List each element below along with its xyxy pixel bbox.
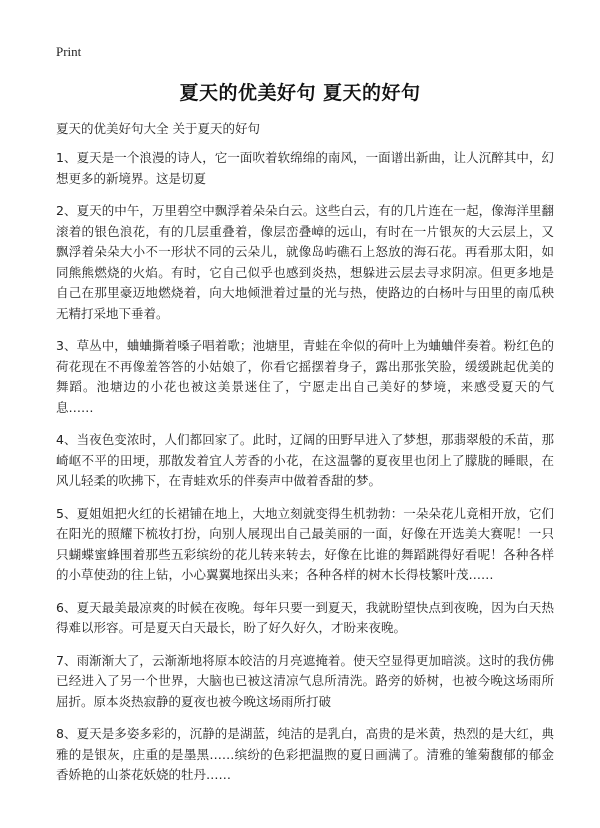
paragraph-1: 1、夏天是一个浪漫的诗人，它一面吹着软绵绵的南风，一面谱出新曲，让人沉醉其中，幻想更多的新境界。这是切夏	[56, 150, 554, 186]
paragraph-7: 7、雨渐渐大了，云渐渐地将原本皎洁的月亮遮掩着。使天空显得更加暗淡。这时的我仿佛已经进入了另一个世界，大脑也已被这清凉气息所清洗。路旁的娇树，也被今晚这场雨所屈折。原本炎热寂静的夏夜也被今晚这场雨所打破	[56, 652, 554, 709]
paragraph-4: 4、当夜色变浓时，人们都回家了。此时，辽阔的田野早进入了梦想，那翡翠般的禾苗，那崎岖不平的田埂，那散发着宜人芳香的小花，在这温馨的夏夜里也闭上了朦胧的睡眼，在风儿轻柔的吹拂下，在青蛙欢乐的伴奏声中做着香甜的梦。	[56, 432, 554, 488]
paragraph-5: 5、夏姐姐把火红的长裙铺在地上，大地立刻就变得生机勃勃：一朵朵花儿竟相开放，它们在阳光的照耀下梳妆打扮，向别人展现出自己最美丽的一面，好像在开选美大赛呢！一只只蝴蝶蜜蜂围着那些五彩缤纷的花儿转来转去，好像在比谁的舞蹈跳得好看呢！各种各样的小草使劲的往上钻，小心翼翼地探出头来；各种各样的树木长得枝繁叶茂……	[56, 505, 554, 582]
paragraph-6: 6、夏天最美最凉爽的时候在夜晚。每年只要一到夏天，我就盼望快点到夜晚，因为白天热得难以形容。可是夏天白天最长，盼了好久好久，才盼来夜晚。	[56, 599, 554, 635]
subtitle: 夏天的优美好句大全 关于夏天的好句	[56, 121, 260, 136]
print-link[interactable]: Print	[56, 44, 82, 59]
article-body	[56, 148, 554, 798]
paragraph-3: 3、草丛中，蛐蛐撕着嗓子唱着歌；池塘里，青蛙在伞似的荷叶上为蛐蛐伴奏着。粉红色的荷花现在不再像羞答答的小姑娘了，你看它摇摆着身子，露出那张笑脸，缓缓跳起优美的舞蹈。池塘边的小花也被这美景迷住了，宁愿走出自己美好的梦境，来感受夏天的气息……	[56, 338, 554, 415]
paragraph-8: 8、夏天是多姿多彩的，沉静的是湖蓝，纯洁的是乳白，高贵的是米黄，热烈的是大红，典雅的是银灰，庄重的是墨黑……缤纷的色彩把温煦的夏日画满了。清雅的雏菊馥郁的郁金香娇艳的山茶花妖娆的牡丹……	[56, 726, 554, 782]
paragraph-2: 2、夏天的中午，万里碧空中飘浮着朵朵白云。这些白云，有的几片连在一起，像海洋里翻滚着的银色浪花，有的几层重叠着，像层峦叠嶂的远山，有时在一片银灰的大云层上，又飘浮着朵朵大小不一形状不同的云朵儿，就像岛屿礁石上怒放的海石花。再看那太阳，如同熊熊燃烧的火焰。有时，它自己似乎也感到炎热，想躲进云层去寻求阴凉。但更多地是自己在那里豪迈地燃烧着，向大地倾泄着过量的光与热，使路边的白杨叶与田里的南瓜秧无精打采地下垂着。	[56, 203, 554, 321]
page-title: 夏天的优美好句 夏天的好句	[179, 82, 421, 104]
